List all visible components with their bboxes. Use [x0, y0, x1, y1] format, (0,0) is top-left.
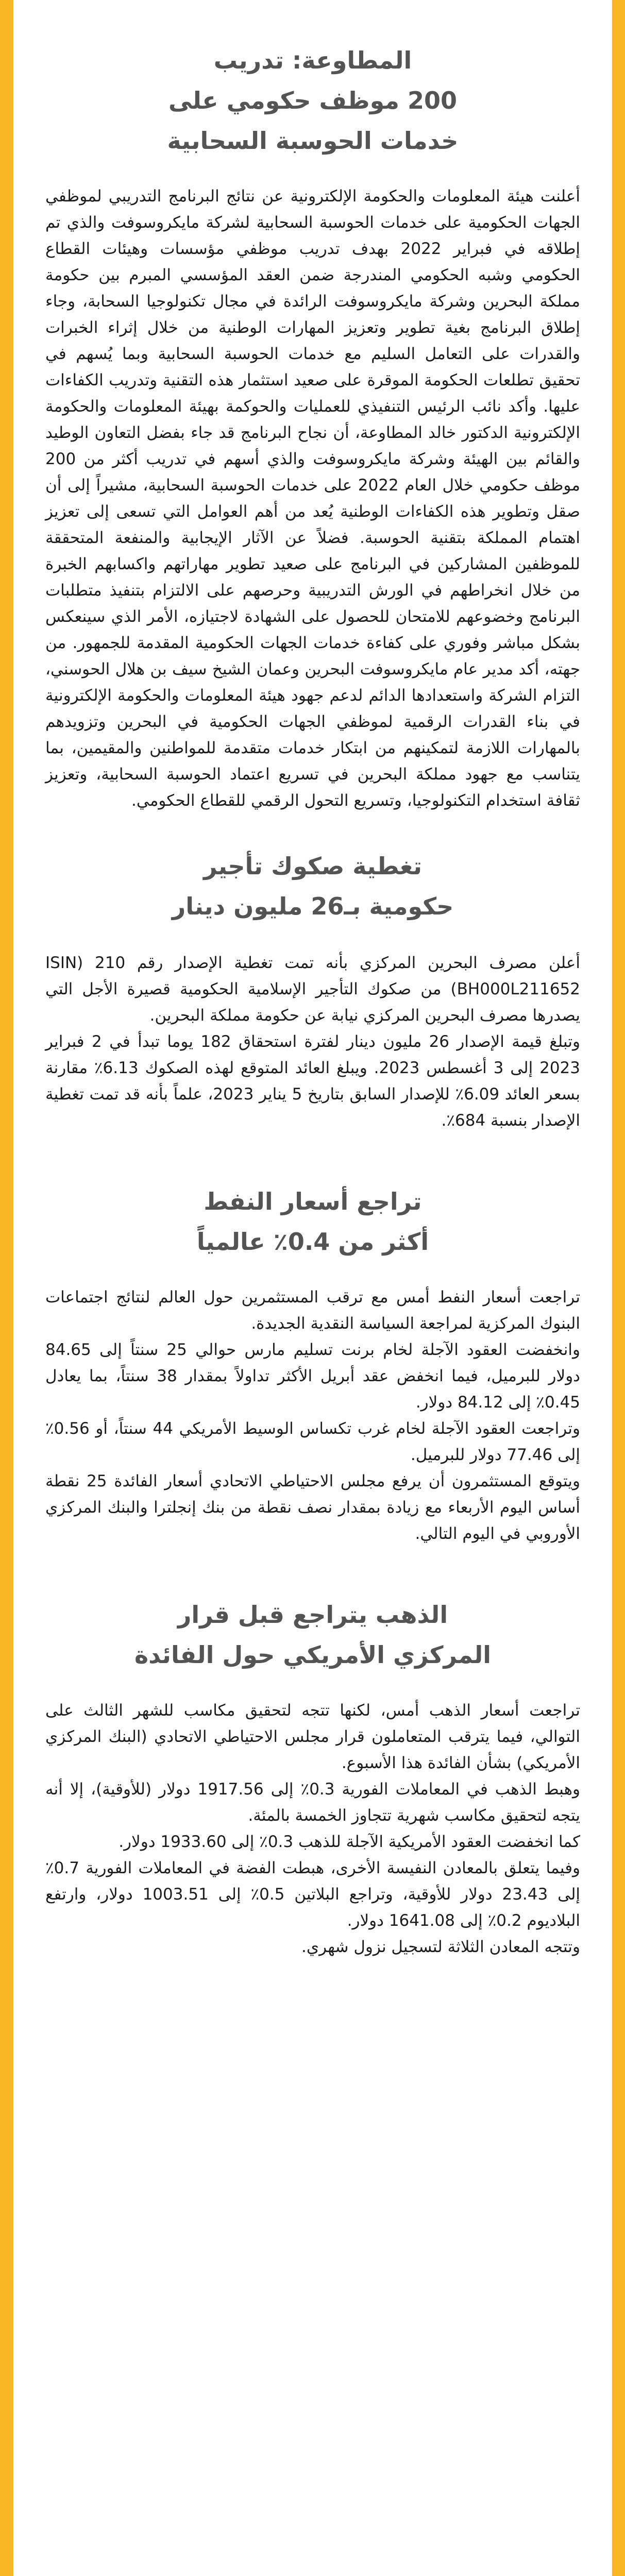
paragraph: تراجعت أسعار النفط أمس مع ترقب المستثمرين حول العالم لنتائج اجتماعات البنوك المركزية لمراجعة السياسة النقدية الجديدة. — [45, 1288, 580, 1333]
paragraph: وانخفضت العقود الآجلة لخام برنت تسليم مارس حوالي 25 سنتاً إلى 84.65 دولار للبرميل، فيما انخفض عقد أبريل الأكثر تداولاً بمقدار 38 سنتاً، بما يعادل 0.45٪ إلى 84.12 دولار. — [45, 1341, 581, 1412]
page-column — [13, 0, 612, 2576]
headline-line: حكومية بـ26 مليون دينار — [172, 892, 454, 920]
article-body — [45, 1284, 580, 1547]
headline-line: المركزي الأمريكي حول الفائدة — [134, 1641, 492, 1669]
article-body — [45, 183, 580, 814]
headline-line: أكثر من 0.4٪ عالمياً — [196, 1228, 429, 1256]
headline — [45, 1181, 580, 1262]
paragraph: أعلنت هيئة المعلومات والحكومة الإلكترونية عن نتائج البرنامج التدريبي لموظفي الجهات الحكومية على خدمات الحوسبة السحابية لشركة مايكروسوفت والذي تم إطلاقه في فبراير 2022 بهدف تدريب موظفي مؤسسات وهيئات القطاع الحكومي وشبه الحكومي المندرجة ضمن العقد المؤسسي المبرم بين حكومة مملكة البحرين وشركة مايكروسوفت الرائدة في مجال تكنولوجيا السحابة، وجاء إطلاق البرنامج بغية تطوير وتعزيز المهارات الوطنية من خلال إثراء الخبرات والقدرات على التعامل السليم مع خدمات الحوسبة السحابية وبما يُسهم في تحقيق تطلعات الحكومة الموقرة على صعيد استثمار هذه التقنية وتدريب الكفاءات عليها. وأكد نائب الرئيس التنفيذي للعمليات والحوكمة بهيئة المعلومات والحكومة الإلكترونية الدكتور خالد المطاوعة، أن نجاح البرنامج قد جاء بفضل التعاون الوطيد والقائم بين الهيئة وشركة مايكروسوفت والذي أسهم في تدريب أكثر من 200 موظف حكومي خلال العام 2022 على خدمات الحوسبة السحابية، مشيراً إلى أن صقل وتطوير هذه الكفاءات الوطنية يُعد من أهم العوامل التي تسعى إلى تعزيز اهتمام المملكة بتقنية الحوسبة. فضلاً عن الآثار الإيجابية والمنفعة المتحققة للموظفين المشاركين في البرنامج على صعيد تطوير مهاراتهم واكسابهم الخبرة من خلال انخراطهم في الورش التدريبية وحرصهم على الالتزام بتنفيذ متطلبات البرنامج وخضوعهم للامتحان للحصول على الشهادة لاجتيازه، الأمر الذي سينعكس بشكل مباشر وفوري على كفاءة خدمات الجهات الحكومية المقدمة للجمهور. من جهته، أكد مدير عام مايكروسوفت البحرين وعمان الشيخ سيف بن هلال الحوسني، التزام الشركة واستعدادها الدائم لدعم جهود هيئة المعلومات والحكومة الإلكترونية في بناء القدرات الرقمية لموظفي الجهات الحكومية في البحرين وتزويدهم بالمهارات اللازمة لتمكينهم من ابتكار خدمات متقدمة للمواطنين والمقيمين، بما يتناسب مع جهود مملكة البحرين في تسريع اعتماد الحوسبة السحابية، وتعزيز ثقافة استخدام التكنولوجيا، وتسريع التحول الرقمي للقطاع الحكومي. — [45, 187, 581, 810]
headline — [45, 846, 580, 926]
headline-line: 200 موظف حكومي على — [168, 87, 457, 114]
paragraph: وتتجه المعادن الثلاثة لتسجيل نزول شهري. — [301, 1938, 580, 1956]
paragraph: تراجعت أسعار الذهب أمس، لكنها تتجه لتحقيق مكاسب للشهر الثالث على التوالي، فيما يترقب المتعاملون قرار مجلس الاحتياطي الاتحادي (البنك المركزي الأمريكي) بشأن الفائدة هذا الأسبوع. — [45, 1701, 580, 1772]
article-body — [45, 1698, 580, 1960]
paragraph: وتبلغ قيمة الإصدار 26 مليون دينار لفترة استحقاق 182 يوما تبدأ في 2 فبراير 2023 إلى 3 أغسطس 2023. ويبلغ العائد المتوقع لهذه الصكوك 6.13٪ مقارنة بسعر العائد 6.09٪ للإصدار السابق بتاريخ 5 يناير 2023، علماً بأنه قد تمت تغطية الإصدار بنسبة 684٪. — [45, 1032, 581, 1130]
article-microsoft-training — [45, 40, 580, 814]
headline-line: تغطية صكوك تأجير — [203, 852, 423, 880]
headline-line: تراجع أسعار النفط — [204, 1188, 422, 1215]
headline — [45, 1595, 580, 1675]
headline — [45, 40, 580, 161]
paragraph: وهبط الذهب في المعاملات الفورية 0.3٪ إلى 1917.56 دولار (للأوقية)، إلا أنه يتجه لتحقيق مكاسب شهرية تتجاوز الخمسة بالمئة. — [45, 1780, 580, 1825]
paragraph: أعلن مصرف البحرين المركزي بأنه تمت تغطية الإصدار رقم 210 (ISIN BH000L211652) من صكوك التأجير الإسلامية الحكومية قصيرة الأجل التي يصدرها مصرف البحرين المركزي نيابة عن حكومة مملكة البحرين. — [45, 954, 580, 1025]
paragraph: وفيما يتعلق بالمعادن النفيسة الأخرى، هبطت الفضة في المعاملات الفورية 0.7٪ إلى 23.43 دولار للأوقية، وتراجع البلاتين 0.5٪ إلى 1003.51 دولار، وارتفع البلاديوم 0.2٪ إلى 1641.08 دولار. — [45, 1859, 581, 1930]
article-body — [45, 950, 580, 1134]
article-sukuk — [45, 846, 580, 1134]
headline-line: الذهب يتراجع قبل قرار — [177, 1601, 448, 1629]
article-gold-prices — [45, 1595, 580, 1960]
paragraph: وتراجعت العقود الآجلة لخام غرب تكساس الوسيط الأمريكي 44 سنتاً، أو 0.56٪ إلى 77.46 دولار للبرميل. — [45, 1419, 580, 1464]
headline-line: المطاوعة: تدريب — [213, 46, 412, 74]
paragraph: كما انخفضت العقود الأمريكية الآجلة للذهب 0.3٪ إلى 1933.60 دولار. — [119, 1833, 580, 1851]
article-oil-prices — [45, 1181, 580, 1547]
paragraph: ويتوقع المستثمرون أن يرفع مجلس الاحتياطي الاتحادي أسعار الفائدة 25 نقطة أساس اليوم الأربعاء مع زيادة بمقدار نصف نقطة من بنك إنجلترا والبنك المركزي الأوروبي في اليوم التالي. — [45, 1472, 580, 1543]
headline-line: خدمات الحوسبة السحابية — [167, 127, 459, 155]
